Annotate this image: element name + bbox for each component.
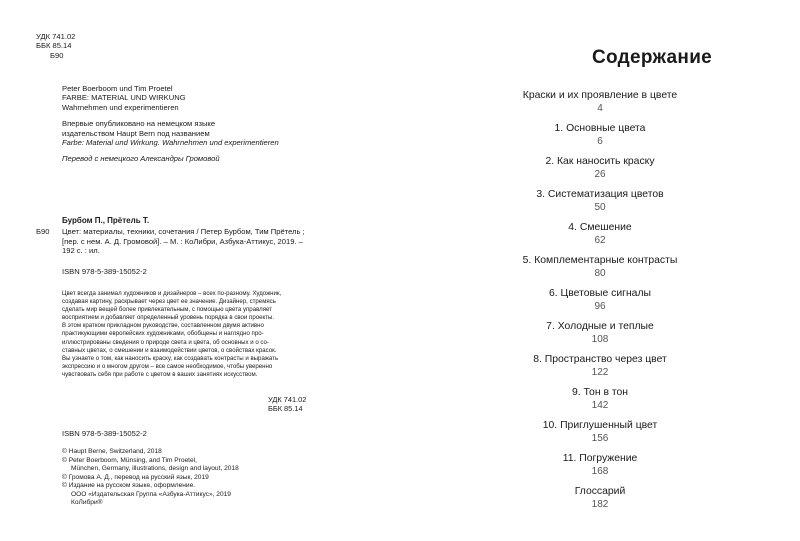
toc-list xyxy=(500,89,800,518)
annotation xyxy=(62,290,334,379)
udk-block-bottom xyxy=(268,395,306,414)
toc-entry-title: Краски и их проявление в цвете xyxy=(522,90,678,101)
annotation-line: создавая картину, раскрывает через цвет ее значение. Дизайнер, стремясь xyxy=(62,298,276,306)
toc-entry-title: Глоссарий xyxy=(574,486,626,497)
toc-entry[interactable] xyxy=(500,353,700,386)
toc-entry-page: 4 xyxy=(597,103,603,114)
udk-code: УДК 741.02 xyxy=(36,32,76,41)
toc-entry-title: 10. Приглушенный цвет xyxy=(542,420,658,431)
contents-page xyxy=(400,0,800,541)
copyright-line: © Громова А. Д., перевод на русский язык, 2019 xyxy=(62,473,209,481)
toc-entry-title: 4. Смешение xyxy=(568,222,632,233)
first-published-line-1: Впервые опубликовано на немецком языке xyxy=(62,119,216,129)
toc-entry-title: 3. Систематизация цветов xyxy=(536,189,664,200)
bib-authors: Бурбом П., Прётель Т. xyxy=(62,216,150,225)
toc-entry-title: 2. Как наносить краску xyxy=(545,156,655,167)
copyright-line: © Издание на русском языке, оформление. xyxy=(62,482,196,489)
translation-credit: Перевод с немецкого Александры Громовой xyxy=(62,154,220,164)
annotation-line: иллюстрированы сведения о природе света и цвета, об основных и о со- xyxy=(62,338,269,346)
udk-code-bottom: УДК 741.02 xyxy=(268,395,307,404)
toc-entry[interactable] xyxy=(500,188,700,221)
bibliographic-record xyxy=(62,216,334,276)
toc-entry-page: 6 xyxy=(597,136,603,147)
toc-entry-page: 108 xyxy=(591,334,609,345)
copyright-line: КоЛибри® xyxy=(71,499,103,506)
annotation-line: чувствовать себя при работе с цветом в ваших занятиях искусством. xyxy=(62,370,258,378)
copyright-line: München, Germany, illustrations, design and layout, 2018 xyxy=(71,465,239,472)
toc-entry[interactable] xyxy=(500,386,700,419)
toc-entry[interactable] xyxy=(500,221,700,254)
original-subtitle: Wahrnehmen und experimentieren xyxy=(62,102,179,112)
toc-entry[interactable] xyxy=(500,122,700,155)
bib-line-2: [пер. с нем. А. Д. Громовой]. – М. : КоЛибри, Азбука-Аттикус, 2019. – xyxy=(62,236,303,246)
toc-entry-title: 5. Комплементарные контрасты xyxy=(522,255,678,266)
toc-entry-title: 6. Цветовые сигналы xyxy=(549,288,651,299)
original-authors: Peter Boerboom und Tim Proetel xyxy=(62,84,173,93)
first-published-line-2: издательством Haupt Bern под названием xyxy=(62,128,210,138)
toc-entry[interactable] xyxy=(500,287,700,320)
original-title: FARBE: MATERIAL UND WIRKUNG xyxy=(62,93,186,103)
toc-entry-page: 62 xyxy=(594,235,606,246)
toc-entry-page: 156 xyxy=(591,433,609,444)
annotation-line: Вы узнаете о том, как наносить краску, как создавать контрасты и выражать xyxy=(62,354,279,362)
bib-line-1: Цвет: материалы, техники, сочетания / Петер Бурбом, Тим Прётель ; xyxy=(62,227,305,237)
toc-entry-title: 7. Холодные и теплые xyxy=(546,321,654,332)
isbn-bottom: ISBN 978-5-389-15052-2 xyxy=(62,429,147,438)
toc-entry[interactable] xyxy=(500,89,700,122)
toc-entry-title: 1. Основные цвета xyxy=(554,123,646,134)
bib-isbn: ISBN 978-5-389-15052-2 xyxy=(62,266,147,276)
toc-entry-page: 182 xyxy=(591,499,609,510)
toc-entry[interactable] xyxy=(500,254,700,287)
annotation-line: В этом кратком прикладном руководстве, составленном двумя активно xyxy=(62,322,264,330)
toc-title: Содержание xyxy=(592,47,713,68)
toc-entry[interactable] xyxy=(500,155,700,188)
copyright-line: © Haupt Berne, Switzerland, 2018 xyxy=(62,448,162,455)
toc-entry-page: 26 xyxy=(594,169,606,180)
annotation-line: практикующими европейских художниками, обобщены и наглядно про- xyxy=(62,330,264,338)
toc-entry-page: 142 xyxy=(591,400,609,411)
annotation-line: восприятием и добавляет определенный уровень порядка в свои проекты. xyxy=(62,314,275,322)
toc-entry-page: 50 xyxy=(594,202,606,213)
toc-entry[interactable] xyxy=(500,419,700,452)
toc-entry[interactable] xyxy=(500,485,700,518)
original-edition-info xyxy=(62,84,362,164)
toc-entry-page: 122 xyxy=(591,367,609,378)
bib-line-3: 192 с. : ил. xyxy=(62,246,100,256)
bbk-code-bottom: ББК 85.14 xyxy=(268,404,303,414)
copyright-line: © Peter Boerboom, Münsing, and Tim Proetel, xyxy=(62,456,197,464)
toc-entry-page: 80 xyxy=(594,268,606,279)
toc-entry-page: 96 xyxy=(594,301,606,312)
bib-author-sign: Б90 xyxy=(36,227,50,236)
udk-block-top xyxy=(36,32,75,60)
toc-entry-title: 11. Погружение xyxy=(562,453,638,464)
copyright-line: ООО «Издательская Группа «Азбука-Аттикус», 2019 xyxy=(71,490,231,498)
first-published-title: Farbe: Material und Wirkung. Wahrnehmen und experimentieren xyxy=(62,138,279,148)
toc-entry-title: 8. Пространство через цвет xyxy=(533,354,667,365)
author-sign: Б90 xyxy=(50,50,64,60)
copyright-block xyxy=(62,448,362,508)
toc-entry-page: 168 xyxy=(591,466,609,477)
toc-entry[interactable] xyxy=(500,452,700,485)
annotation-line: сделать мир вещей более привлекательным, с помощью цвета управляет xyxy=(62,306,273,314)
toc-entry-title: 9. Тон в тон xyxy=(571,387,629,398)
annotation-line: Цвет всегда занимал художников и дизайнеров – всех по-разному. Художник, xyxy=(62,290,282,297)
bbk-code: ББК 85.14 xyxy=(36,41,72,51)
annotation-line: экспрессию и о многом другом – все самое необходимое, чтобы уверенно xyxy=(62,362,273,370)
toc-entry[interactable] xyxy=(500,320,700,353)
annotation-line: ставных цветах, о смешении и взаимодействии цветов, о свойствах красок. xyxy=(62,346,277,354)
